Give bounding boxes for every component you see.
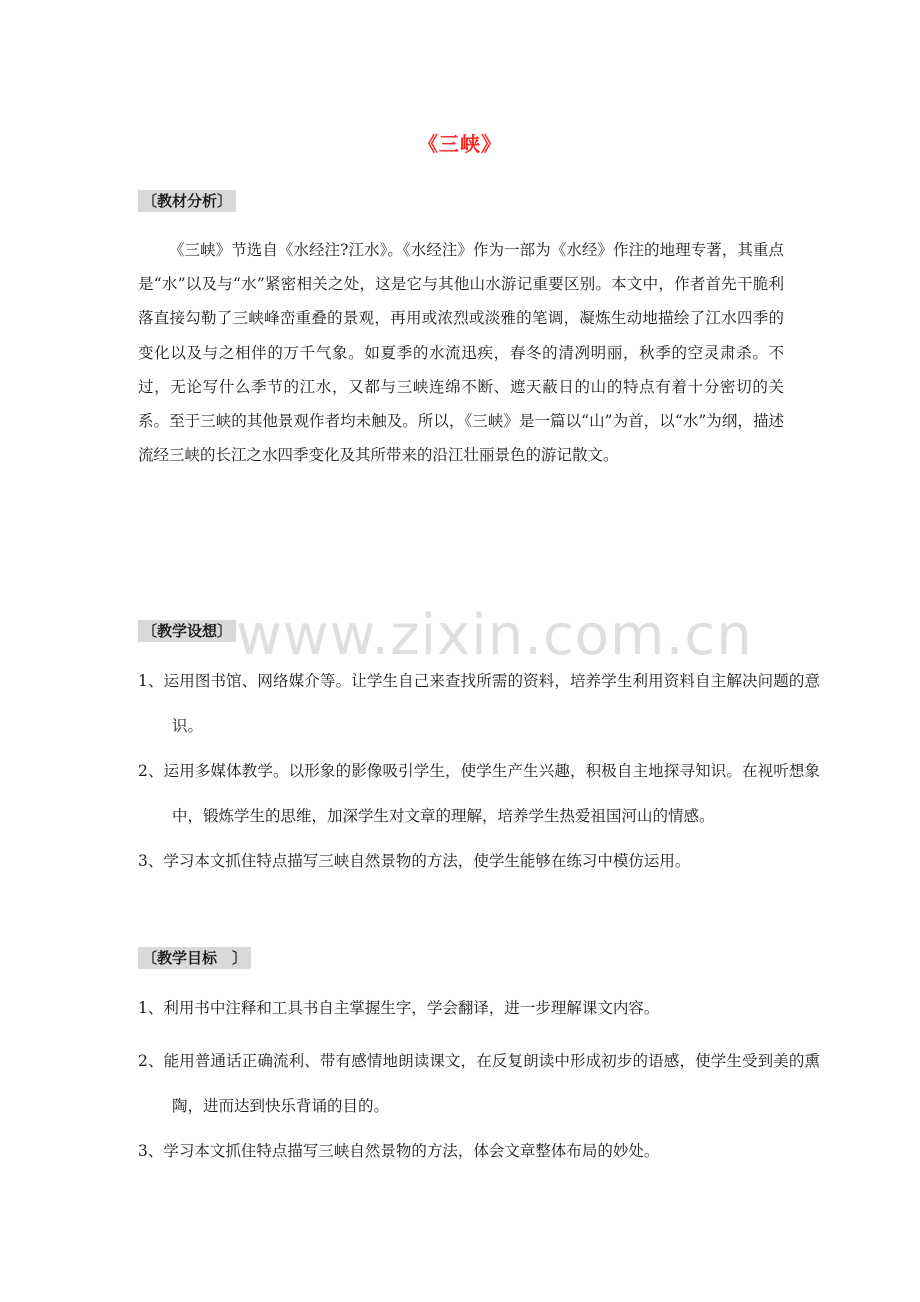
- document-title: 《三峡》: [418, 132, 502, 156]
- section-heading-textbook-analysis: 〔教材分析〕: [138, 190, 236, 212]
- watermark-text: www.zixin.com.cn: [236, 603, 753, 668]
- section-heading-teaching-plan: 〔教学设想〕: [138, 620, 236, 642]
- teaching-plan-item: 2、运用多媒体教学。以形象的影像吸引学生，使学生产生兴趣，积极自主地探寻知识。在视听想象中，锻炼学生的思维，加深学生对文章的理解，培养学生热爱祖国河山的情感。: [138, 762, 820, 825]
- section-heading-teaching-goals: 〔教学目标 〕: [138, 947, 251, 969]
- teaching-goal-item: 3、学习本文抓住特点描写三峡自然景物的方法，体会文章整体布局的妙处。: [138, 1142, 660, 1160]
- textbook-analysis-paragraph: 《三峡》节选自《水经注?江水》。《水经注》作为一部为《水经》作注的地理专著，其重点是“水”以及与“水”紧密相关之处，这是它与其他山水游记重要区别。本文中，作者首先干脆利落直接勾勒了三峡峰峦重叠的景观，再用或浓烈或淡雅的笔调，凝炼生动地描绘了江水四季的变化以及与之相伴的万千气象。如夏季的水流迅疾，春冬的清冽明丽，秋季的空灵肃杀。不过，无论写什么季节的江水，又都与三峡连绵不断、遮天蔽日的山的特点有着十分密切的关系。至于三峡的其他景观作者均未触及。所以，《三峡》是一篇以“山”为首，以“水”为纲，描述流经三峡的长江之水四季变化及其所带来的沿江壮丽景色的游记散文。: [138, 241, 784, 465]
- teaching-plan-item: 3、学习本文抓住特点描写三峡自然景物的方法，使学生能够在练习中模仿运用。: [138, 852, 691, 870]
- teaching-goal-item: 1、利用书中注释和工具书自主掌握生字，学会翻译，进一步理解课文内容。: [138, 999, 660, 1017]
- teaching-goal-item: 2、能用普通话正确流利、带有感情地朗读课文，在反复朗读中形成初步的语感，使学生受到美的熏陶，进而达到快乐背诵的目的。: [138, 1052, 820, 1115]
- teaching-plan-item: 1、运用图书馆、网络媒介等。让学生自己来查找所需的资料，培养学生利用资料自主解决问题的意识。: [138, 672, 820, 735]
